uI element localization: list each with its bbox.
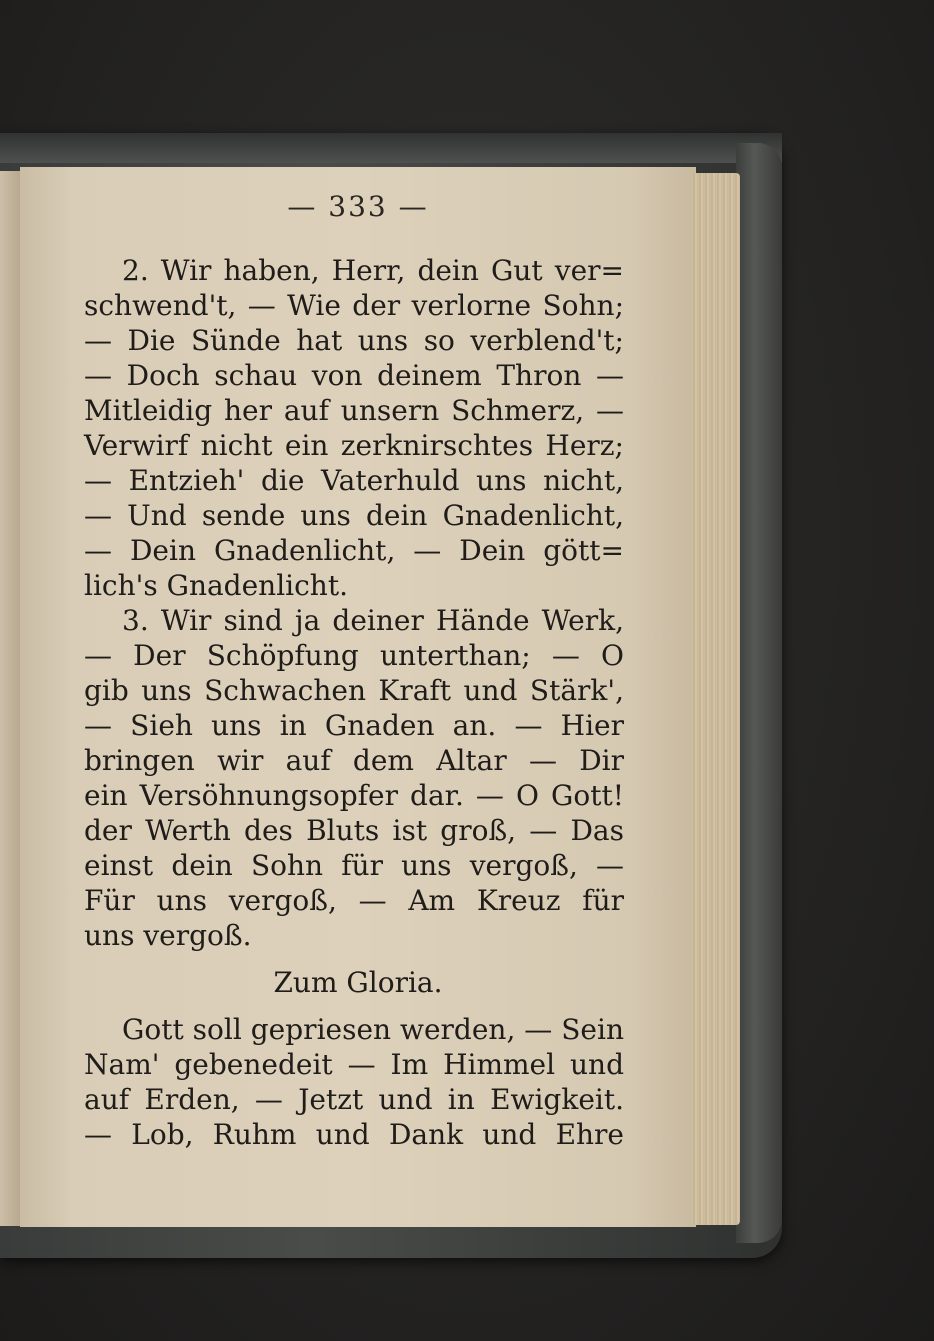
text-line: ein Versöhnungsopfer dar. — O Gott! [84, 779, 624, 812]
text-line: bringen wir auf dem Altar — Dir [84, 744, 624, 777]
text-line: gib uns Schwachen Kraft und Stärk', [84, 674, 624, 707]
cover-right-edge [736, 143, 782, 1243]
text-line: schwend't, — Wie der verlorne Sohn; [84, 289, 624, 322]
text-line: — Lob, Ruhm und Dank und Ehre [84, 1118, 624, 1151]
text-line: der Werth des Bluts ist groß, — Das [84, 814, 624, 847]
left-page-edge [0, 171, 20, 1226]
text-line: — Dein Gnadenlicht, — Dein gött= [84, 534, 624, 567]
text-line: — Entzieh' die Vaterhuld uns nicht, [84, 464, 624, 497]
text-line: lich's Gnadenlicht. [84, 569, 348, 602]
cover-top-edge [0, 133, 782, 163]
text-line: — Sieh uns in Gnaden an. — Hier [84, 709, 624, 742]
text-line: 2. Wir haben, Herr, dein Gut ver= [122, 254, 624, 287]
text-line: — Doch schau von deinem Thron — [84, 359, 624, 392]
text-line: uns vergoß. [84, 919, 252, 952]
text-line: — Die Sünde hat uns so verblend't; [84, 324, 624, 357]
page-number: — 333 — [287, 190, 429, 223]
text-line: 3. Wir sind ja deiner Hände Werk, [122, 604, 624, 637]
text-line: auf Erden, — Jetzt und in Ewigkeit. [84, 1083, 624, 1116]
text-line: einst dein Sohn für uns vergoß, — [84, 849, 624, 882]
page-stack-edge [692, 173, 740, 1225]
text-line: Verwirf nicht ein zerknirschtes Herz; [84, 429, 624, 462]
text-line: Gott soll gepriesen werden, — Sein [122, 1013, 624, 1046]
text-line: — Und sende uns dein Gnadenlicht, [84, 499, 624, 532]
section-heading: Zum Gloria. [273, 966, 443, 999]
text-line: — Der Schöpfung unterthan; — O [84, 639, 624, 672]
text-line: Für uns vergoß, — Am Kreuz für [84, 884, 624, 917]
text-line: Nam' gebenedeit — Im Himmel und [84, 1048, 624, 1081]
text-line: Mitleidig her auf unsern Schmerz, — [84, 394, 624, 427]
